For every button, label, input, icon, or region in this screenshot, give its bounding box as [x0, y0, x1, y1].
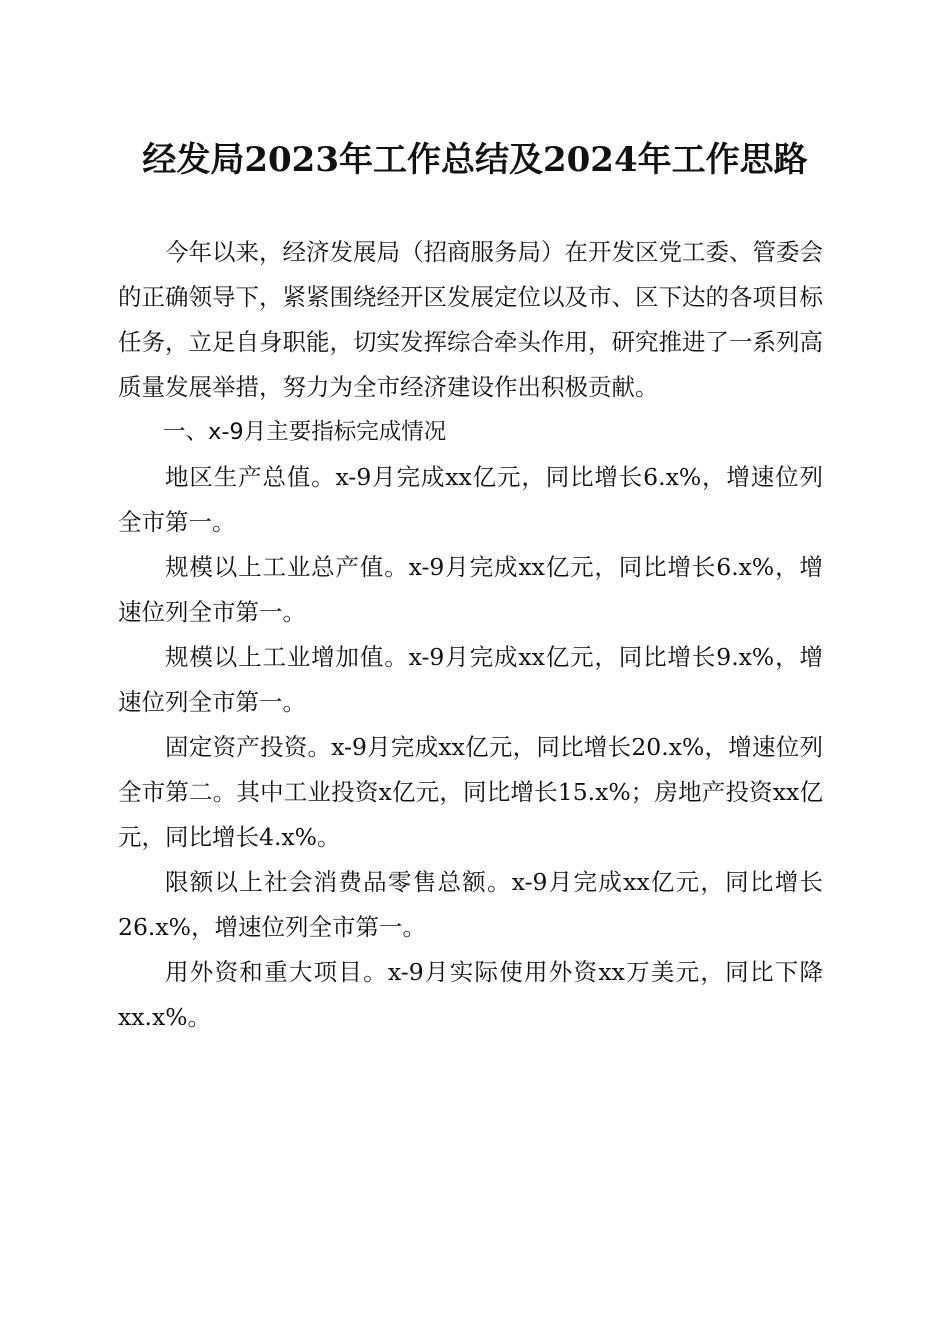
section-heading: 一、x-9月主要指标完成情况 — [163, 419, 447, 445]
document-body — [118, 230, 823, 1040]
indicator-paragraph-industrial-value-added: 规模以上工业增加值。x-9月完成xx亿元，同比增长9.x%，增速位列全市第一。 — [118, 643, 823, 716]
indicator-paragraph-retail-sales: 限额以上社会消费品零售总额。x-9月完成xx亿元，同比增长26.x%，增速位列全市第一。 — [118, 868, 823, 941]
document-title: 经发局2023年工作总结及2024年工作思路 — [142, 140, 808, 180]
indicator-paragraph-foreign-investment: 用外资和重大项目。x-9月实际使用外资xx万美元，同比下降xx.x%。 — [118, 958, 823, 1031]
indicator-paragraph-gdp: 地区生产总值。x-9月完成xx亿元，同比增长6.x%，增速位列全市第一。 — [118, 463, 823, 536]
indicator-paragraph-industrial-output: 规模以上工业总产值。x-9月完成xx亿元，同比增长6.x%，增速位列全市第一。 — [118, 553, 823, 626]
indicator-paragraph-fixed-asset-investment: 固定资产投资。x-9月完成xx亿元，同比增长20.x%，增速位列全市第二。其中工业投资x亿元，同比增长15.x%；房地产投资xx亿元，同比增长4.x%。 — [118, 733, 823, 851]
intro-paragraph: 今年以来，经济发展局（招商服务局）在开发区党工委、管委会的正确领导下，紧紧围绕经开区发展定位以及市、区下达的各项目标任务，立足自身职能，切实发挥综合牵头作用，研究推进了一系列高质量发展举措，努力为全市经济建设作出积极贡献。 — [118, 238, 823, 401]
